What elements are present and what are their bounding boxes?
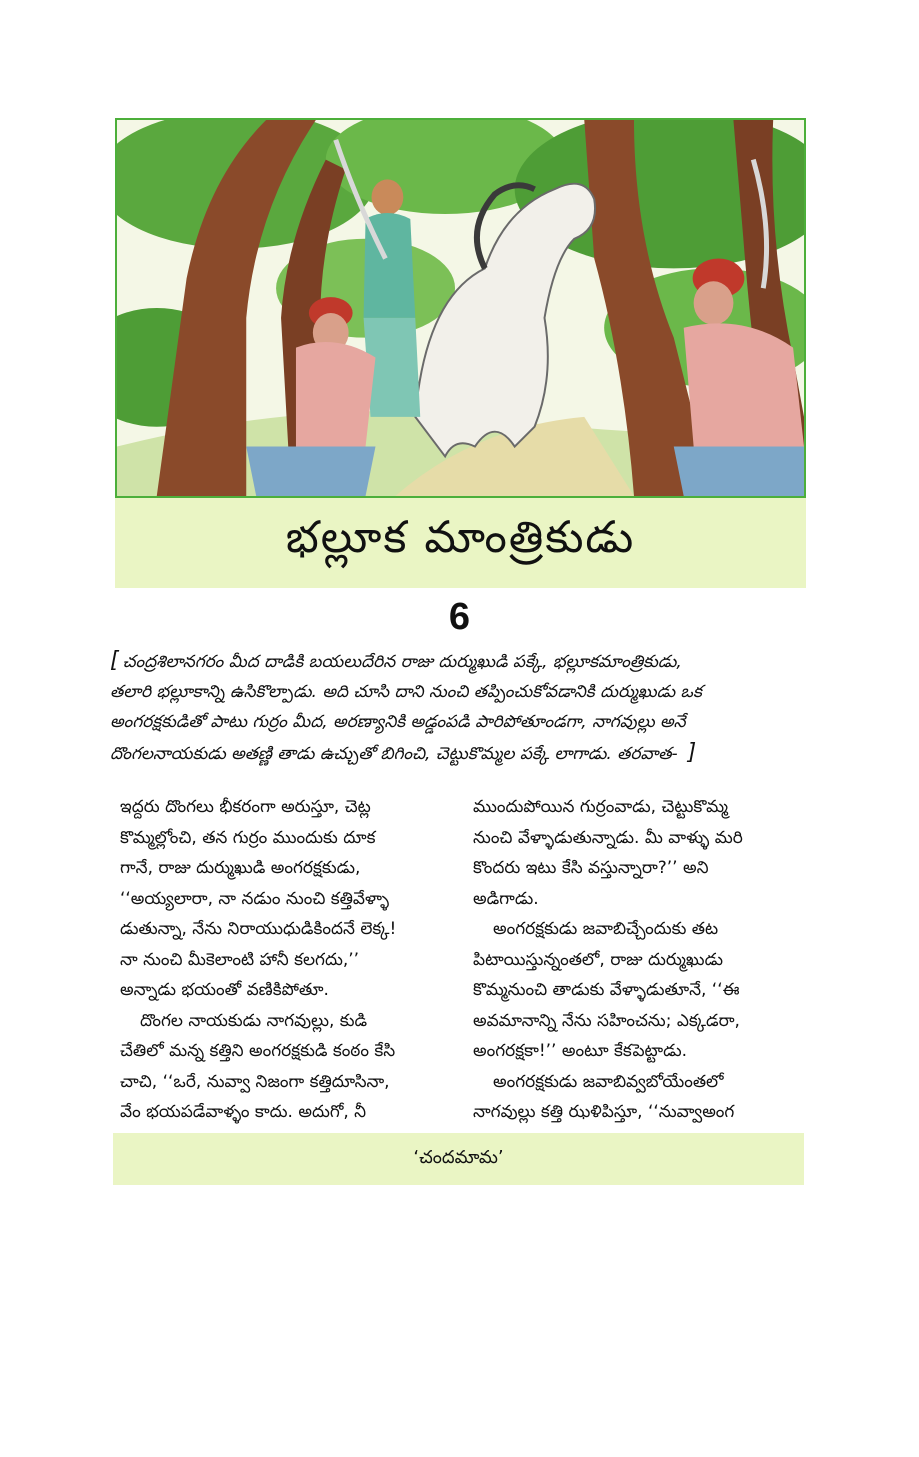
body-text-line: అడిగాడు. [473,888,539,909]
recap-line [110,707,822,738]
chapter-number: 6 [448,596,471,638]
footer-band [113,1133,804,1185]
body-text-line: కొందరు ఇటు కేసి వస్తున్నారా?’’ అని [473,858,709,878]
recap-open-bracket: [ [110,648,119,673]
recap-line [110,738,822,769]
body-text-line: కొమ్మనుంచి తాడుకు వేళ్ళాడుతూనే, ‘‘ఈ [473,980,740,1000]
body-text-line: పిటాయిస్తున్నంతలో, రాజు దుర్ముఖుడు [473,949,724,970]
body-text-line: నా నుంచి మీకెలాంటి హానీ కలగదు,’’ [120,949,360,970]
title-band [115,498,806,588]
forest-ambush-illustration [117,120,804,496]
body-text-line: అవమానాన్ని నేను సహించను; ఎక్కడరా, [473,1010,740,1031]
body-text-line: అంగరక్షకుడు జవాబివ్వబోయేంతలో [493,1071,724,1092]
body-text-line: దొంగల నాయకుడు నాగవుల్లు, కుడి [140,1010,368,1031]
body-text-line: ‘‘అయ్యలారా, నా నడుం నుంచి కత్తివేళ్ళా [120,888,390,909]
body-text-line: ఇద్దరు దొంగలు భీకరంగా అరుస్తూ, చెట్ల [120,797,371,817]
recap-close-bracket: ] [687,739,697,765]
recap-text: అంగరక్షకుడితో పాటు గుర్రం మీద, అరణ్యానికి అడ్డంపడి పారిపోతూండగా, నాగవుల్లు అనే [110,712,686,732]
story-title: భల్లూక మాంత్రికుడు [285,512,636,563]
body-text-line: నుంచి వేళ్ళాడుతున్నాడు. మీ వాళ్ళు మరి [473,827,743,848]
body-text-line: డుతున్నా, నేను నిరాయుధుడికిందనే లెక్క! [120,919,397,939]
body-text-line: వేం భయపడేవాళ్ళం కాదు. అదుగో, నీ [120,1102,367,1122]
story-illustration [115,118,806,498]
story-column-left [120,792,460,1128]
previous-episode-recap [110,646,822,778]
body-text-line: గానే, రాజు దుర్ముఖుడి అంగరక్షకుడు, [120,858,361,878]
recap-line [110,677,822,708]
body-text-line: అంగరక్షకుడు జవాబిచ్చేందుకు తట [493,919,719,939]
body-text-line: చేతిలో మన్న కత్తిని అంగరక్షకుడి కంఠం కేసి [120,1041,396,1061]
body-text-line: ముందుపోయిన గుర్రంవాడు, చెట్టుకొమ్మ [473,797,729,817]
body-text-line: అంగరక్షకా!’’ అంటూ కేకపెట్టాడు. [473,1041,687,1061]
body-text-line: అన్నాడు భయంతో వణికిపోతూ. [120,980,329,1000]
recap-text: తలారి భల్లూకాన్ని ఉసికొల్పాడు. అది చూసి దాని నుంచి తప్పించుకోవడానికి దుర్ముఖుడు ఒక [110,681,702,702]
story-column-right [473,792,813,1128]
recap-text: దొంగలనాయకుడు అతణ్ణి తాడు ఉచ్చుతో బిగించి, చెట్టుకొమ్మల పక్కే లాగాడు. తరవాత- [110,743,678,764]
recap-text: చంద్రశిలానగరం మీద దాడికి బయలుదేరిన రాజు దుర్ముఖుడి పక్కే, భల్లూకమాంత్రికుడు, [122,652,682,672]
body-text-line: చాచి, ‘‘ఒరే, నువ్వా నిజంగా కత్తిదూసినా, [120,1071,390,1092]
body-text-line: నాగవుల్లు కత్తి ఝళిపిస్తూ, ‘‘నువ్వాఅంగ [473,1102,735,1122]
body-text-line: కొమ్మల్లోంచి, తన గుర్రం ముందుకు దూక [120,827,376,848]
magazine-name: ‘చందమామ’ [413,1146,504,1168]
recap-line [110,646,822,677]
